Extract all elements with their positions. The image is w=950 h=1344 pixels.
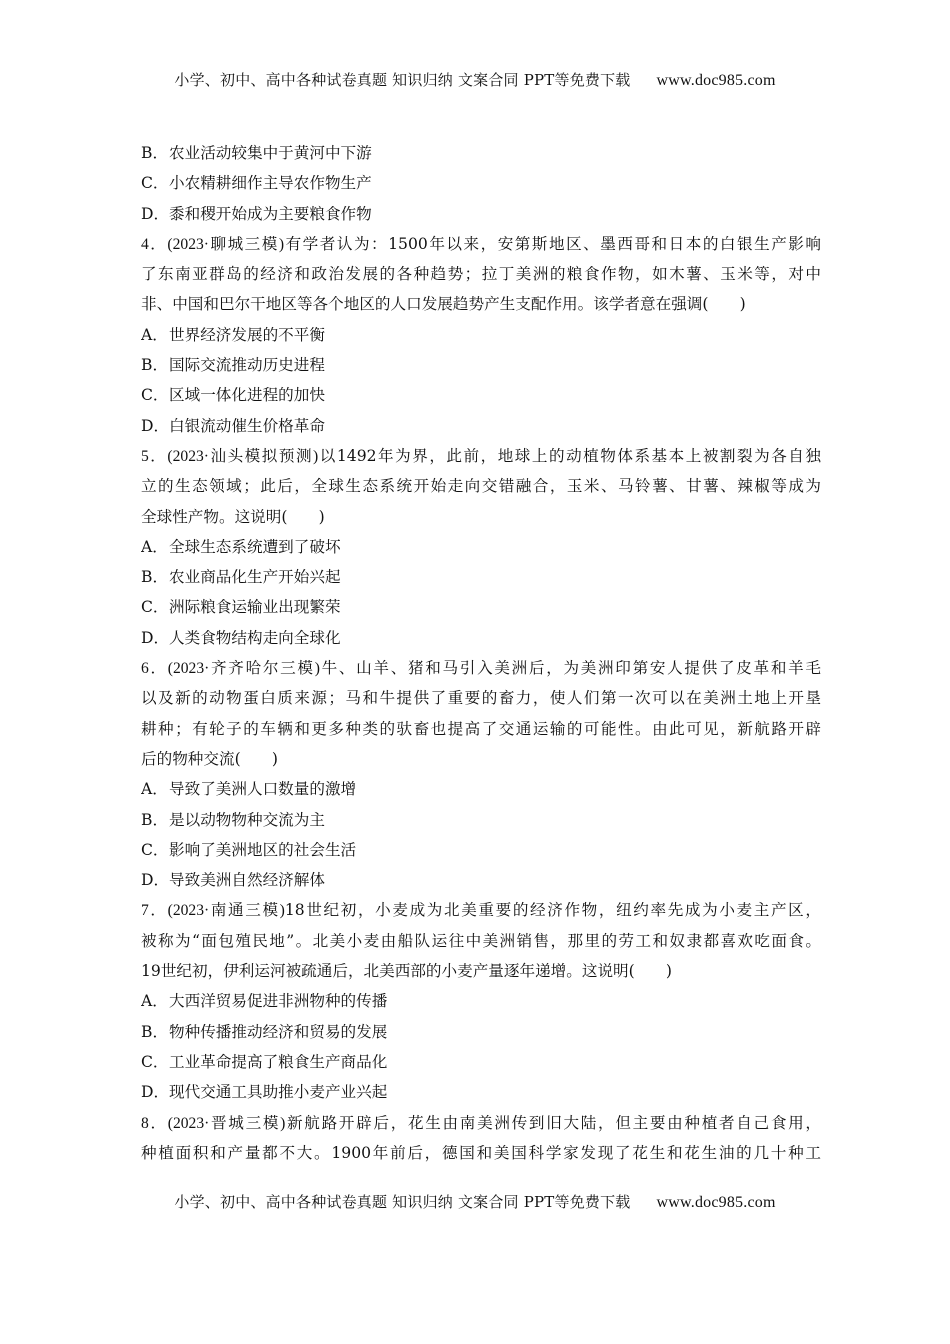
- question-stem-line: 5．(2023·汕头模拟预测)以1492年为界，此前，地球上的动植物体系基本上被割裂为各自独: [141, 446, 821, 465]
- question-stem-line: 全球性产物。这说明( ): [141, 507, 325, 526]
- option-line: A．大西洋贸易促进非洲物种的传播: [141, 992, 388, 1011]
- footer-text: 小学、初中、高中各种试卷真题 知识归纳 文案合同 PPT等免费下载: [174, 1193, 631, 1211]
- question-number: 8．: [141, 1114, 168, 1132]
- option-line: D．人类食物结构走向全球化: [141, 628, 341, 647]
- question-stem-line: 种植面积和产量都不大。1900年前后，德国和美国科学家发现了花生和花生油的几十种工: [141, 1143, 821, 1162]
- option-line: D．现代交通工具助推小麦产业兴起: [141, 1083, 388, 1102]
- question-number: 7．: [141, 902, 168, 920]
- question-stem-line: 8．(2023·晋城三模)新航路开辟后，花生由南美洲传到旧大陆，但主要由种植者自己食用，: [141, 1113, 821, 1132]
- question-stem-line: 6．(2023·齐齐哈尔三模)牛、山羊、猪和马引入美洲后，为美洲印第安人提供了皮革和羊毛: [141, 659, 821, 678]
- question-5: [141, 441, 821, 653]
- question-stem-line: 被称为“面包殖民地”。北美小麦由船队运往中美洲销售，那里的劳工和奴隶都喜欢吃面食。: [141, 931, 821, 950]
- footer-site-link[interactable]: www.doc985.com: [656, 1194, 776, 1211]
- question-stem-line: 非、中国和巴尔干地区等各个地区的人口发展趋势产生支配作用。该学者意在强调( ): [141, 295, 746, 314]
- question-stem-line: 了东南亚群岛的经济和政治发展的各种趋势；拉丁美洲的粮食作物，如木薯、玉米等，对中: [141, 265, 821, 284]
- question-source: (2023·南通三模): [167, 902, 285, 920]
- question-stem-line: 立的生态领域；此后，全球生态系统开始走向交错融合，玉米、马铃薯、甘薯、辣椒等成为: [141, 477, 821, 496]
- option-line: C．影响了美洲地区的社会生活: [141, 840, 357, 859]
- option-line: B．物种传播推动经济和贸易的发展: [141, 1022, 388, 1041]
- option-line: C．洲际粮食运输业出现繁荣: [141, 598, 341, 617]
- header-site-link[interactable]: www.doc985.com: [656, 72, 776, 89]
- option-line: D．白银流动催生价格革命: [141, 416, 325, 435]
- option-line: A．导致了美洲人口数量的激增: [141, 780, 357, 799]
- question-stem-line: 19世纪初，伊利运河被疏通后，北美西部的小麦产量逐年递增。这说明( ): [141, 962, 673, 981]
- question-stem-line: 7．(2023·南通三模)18世纪初，小麦成为北美重要的经济作物，纽约率先成为小麦主产区，: [141, 901, 821, 920]
- option-line: D．导致美洲自然经济解体: [141, 871, 325, 890]
- question-source: (2023·汕头模拟预测): [167, 447, 319, 465]
- question-6: [141, 653, 821, 895]
- question-stem-line: 4．(2023·聊城三模)有学者认为：1500年以来，安第斯地区、墨西哥和日本的白银生产影响: [141, 234, 821, 253]
- question-number: 4．: [141, 235, 168, 253]
- question-source: (2023·晋城三模): [167, 1114, 286, 1132]
- option-line: A．世界经济发展的不平衡: [141, 325, 325, 344]
- option-line: C．工业革命提高了粮食生产商品化: [141, 1052, 388, 1071]
- option-line: B．农业活动较集中于黄河中下游: [141, 144, 372, 162]
- question-source: (2023·聊城三模): [167, 235, 285, 253]
- option-line: B．国际交流推动历史进程: [141, 356, 325, 375]
- question-content: [141, 138, 821, 1168]
- option-line: B．是以动物物种交流为主: [141, 810, 325, 829]
- option-line: C．区域一体化进程的加快: [141, 386, 325, 405]
- header-text: 小学、初中、高中各种试卷真题 知识归纳 文案合同 PPT等免费下载: [174, 71, 631, 89]
- option-line: A．全球生态系统遭到了破坏: [141, 537, 341, 556]
- option-line: D．黍和稷开始成为主要粮食作物: [141, 204, 372, 223]
- option-line: B．农业商品化生产开始兴起: [141, 568, 341, 587]
- question-stem-line: 耕种；有轮子的车辆和更多种类的驮畜也提高了交通运输的可能性。由此可见，新航路开辟: [141, 719, 821, 738]
- question-number: 5．: [141, 447, 168, 465]
- question-7: [141, 895, 821, 1107]
- page-header: [0, 69, 950, 90]
- option-line: C．小农精耕细作主导农作物生产: [141, 174, 372, 193]
- question-source: (2023·齐齐哈尔三模): [167, 660, 320, 678]
- question-stem-line: 以及新的动物蛋白质来源；马和牛提供了重要的畜力，使人们第一次可以在美洲土地上开垦: [141, 689, 821, 708]
- question-8: [141, 1108, 821, 1169]
- question-4: [141, 229, 821, 441]
- question-stem-line: 后的物种交流( ): [141, 749, 278, 768]
- question-number: 6．: [141, 660, 168, 678]
- page-footer: [0, 1191, 950, 1212]
